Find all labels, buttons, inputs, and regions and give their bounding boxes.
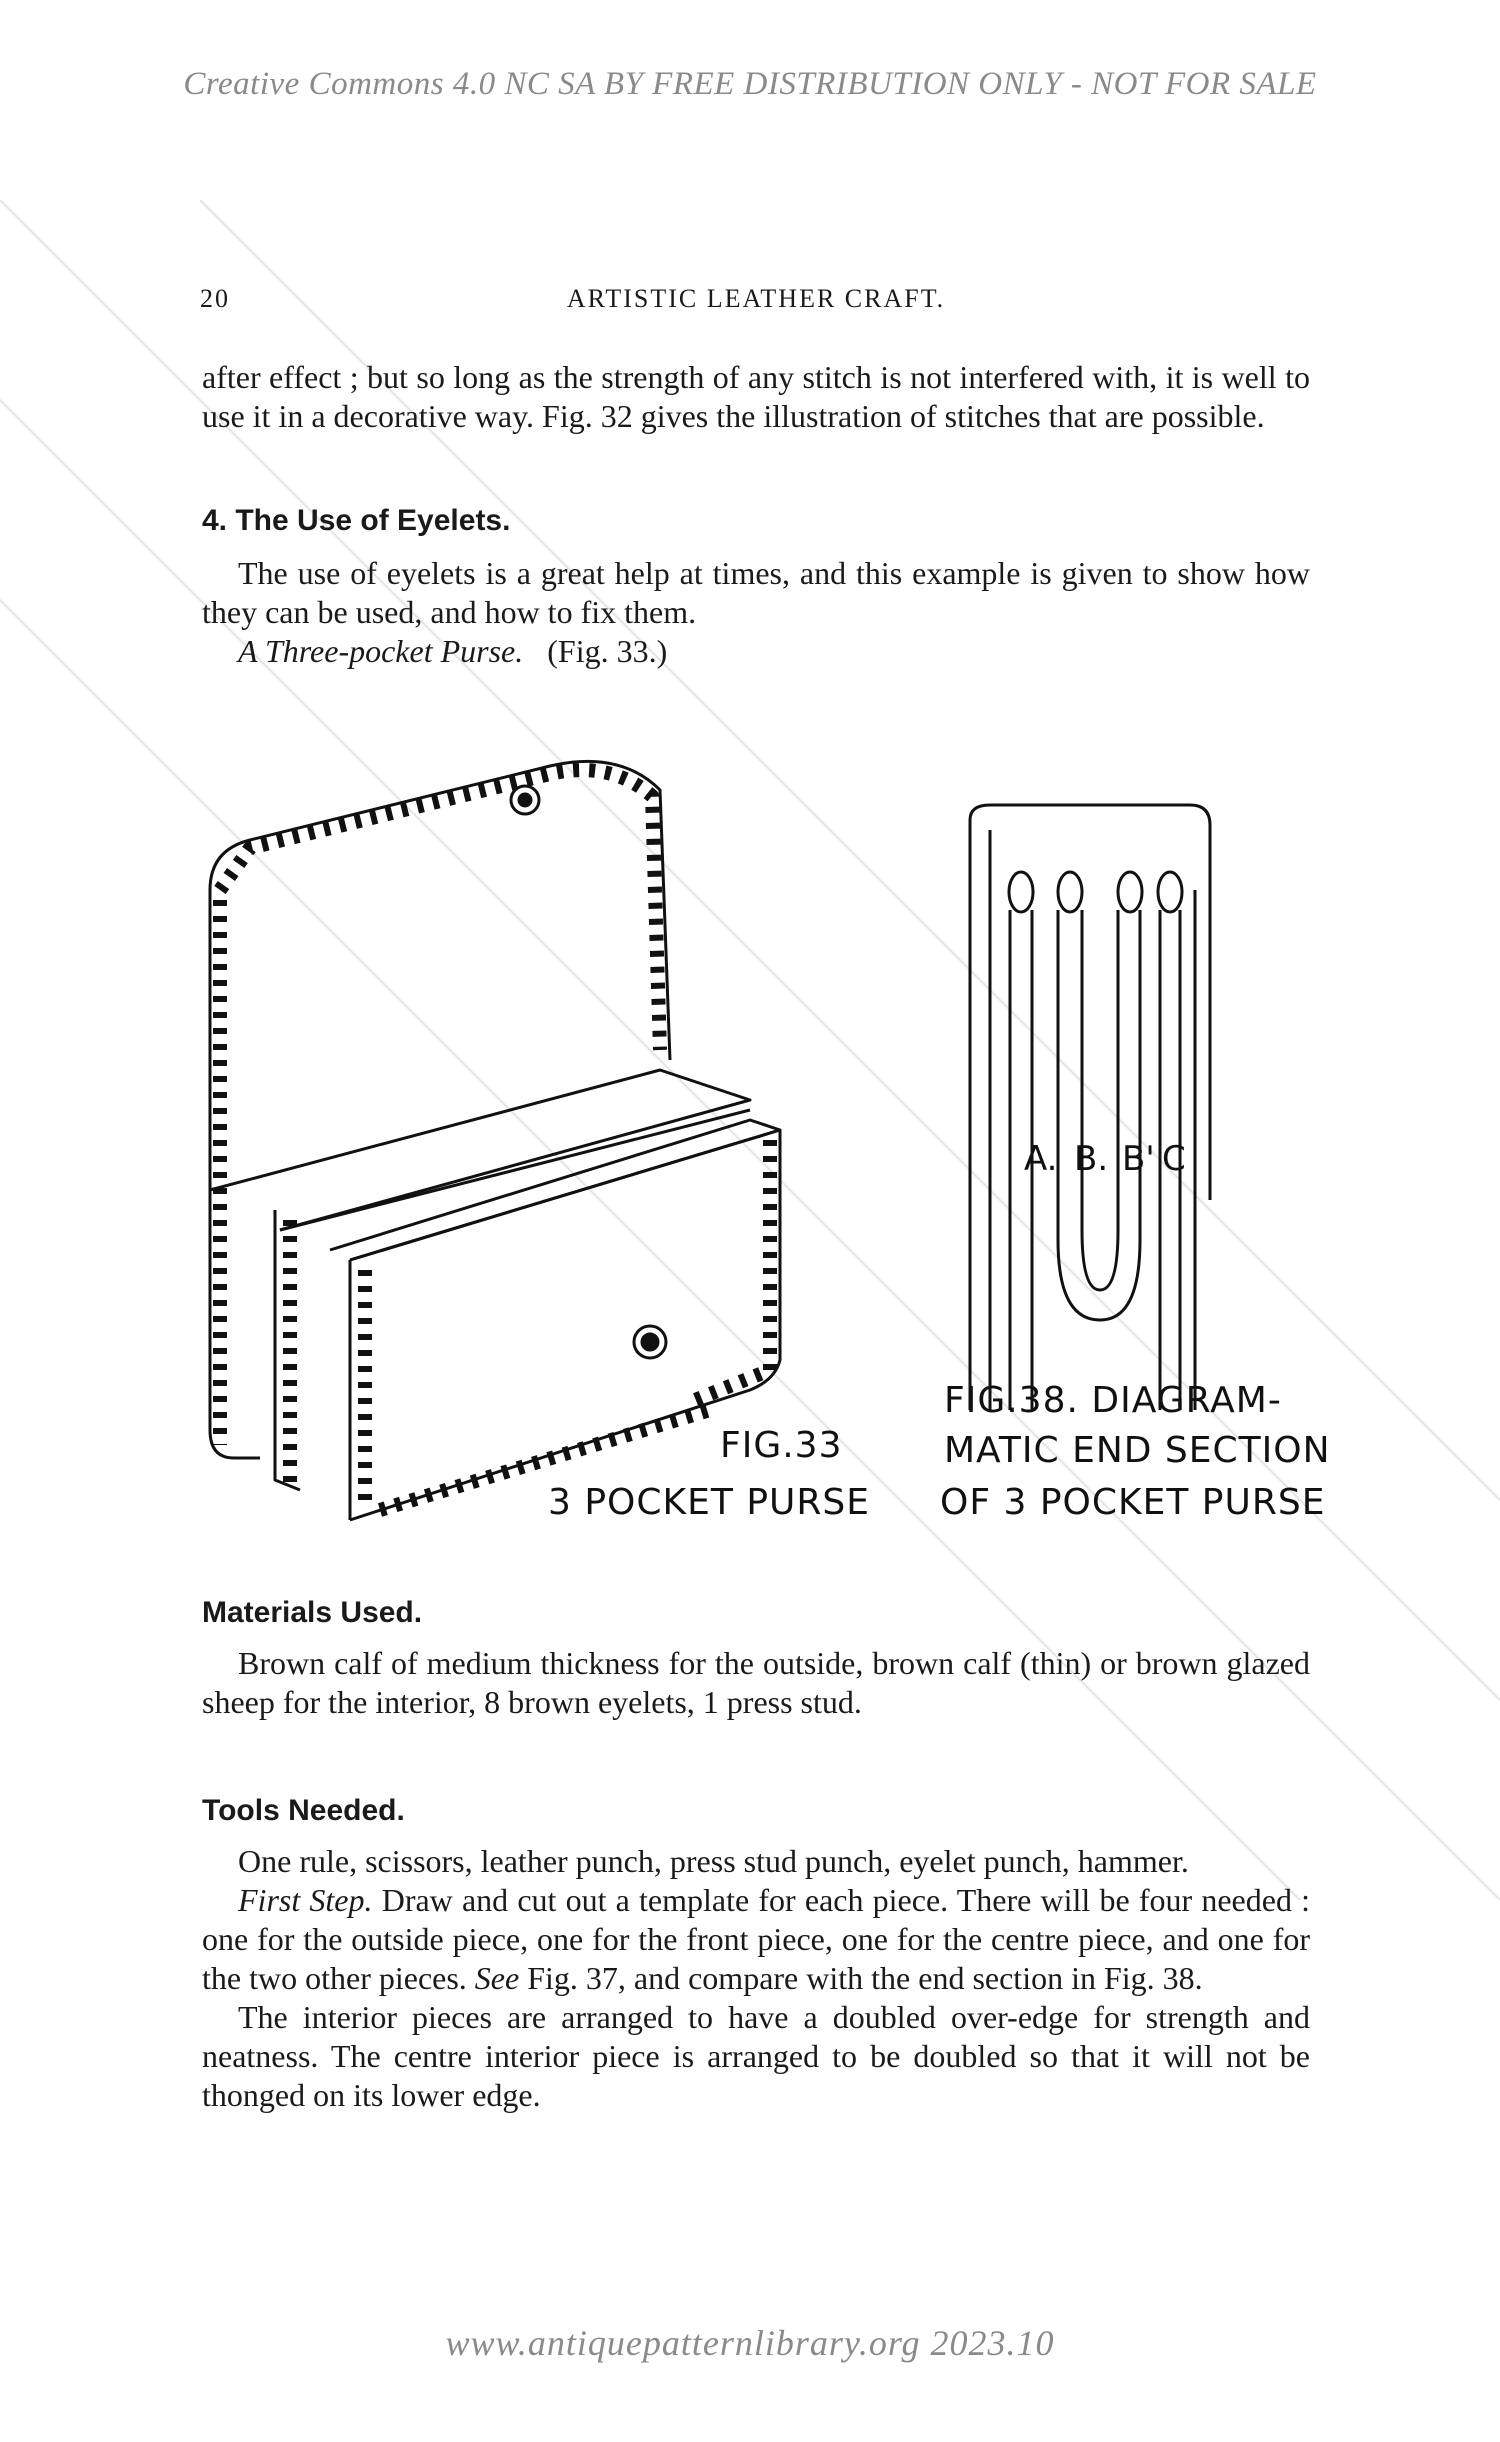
fig38-line3: OF 3 POCKET PURSE — [940, 1482, 1326, 1523]
running-title: ARTISTIC LEATHER CRAFT. — [566, 284, 946, 313]
fig38-line2: MATIC END SECTION — [944, 1430, 1331, 1471]
example-title: A Three-pocket Purse. — [238, 633, 524, 669]
eyelets-paragraph: The use of eyelets is a great help at times, and this example is given to show how they can be used, and how to fix them. — [202, 555, 1310, 630]
materials-heading: Materials Used. — [202, 1596, 423, 1629]
materials-text: Brown calf of medium thickness for the outside, brown calf (thin) or brown glazed sheep for the interior, 8 brown eyelets, 1 press stud. — [202, 1645, 1310, 1720]
page-number: 20 — [200, 284, 230, 313]
see-text: Fig. 37, and compare with the end section in Fig. 38. — [527, 1960, 1203, 1996]
page-header — [200, 284, 1312, 324]
example-ref: (Fig. 33.) — [547, 633, 668, 669]
materials-body — [202, 1644, 1310, 1722]
fig33-label: FIG.33 — [720, 1425, 843, 1466]
letter-a: A. — [1024, 1139, 1058, 1179]
fig38-line1: FIG.38. DIAGRAM- — [944, 1380, 1282, 1421]
first-step-label: First Step. — [238, 1882, 373, 1918]
tools-heading: Tools Needed. — [202, 1794, 405, 1827]
first-step-text: Draw and cut out a template for each piece. There will be four needed : one for the outside piece, one for the front piece, one for the centre piece, and one for the two other pieces. — [202, 1882, 1311, 1996]
intro-paragraph: after effect ; but so long as the strength of any stitch is not interfered with, it is well to use it in a decorative way. Fig. 32 gives the illustration of stitches that are possible. — [202, 359, 1310, 434]
watermark-top: Creative Commons 4.0 NC SA BY FREE DISTRIBUTION ONLY - NOT FOR SALE — [183, 66, 1317, 102]
first-step-paragraph — [202, 1881, 1310, 1998]
letter-b-prime: B' — [1122, 1139, 1155, 1179]
intro-paragraph-block — [202, 358, 1310, 436]
eyelets-body — [202, 554, 1310, 671]
tools-text: One rule, scissors, leather punch, press stud punch, eyelet punch, hammer. — [238, 1843, 1189, 1879]
fig33-caption: 3 POCKET PURSE — [548, 1482, 870, 1523]
watermark-bottom: www.antiquepatternlibrary.org 2023.10 — [445, 2323, 1055, 2363]
see-label: See — [474, 1960, 520, 1996]
tools-body — [202, 1842, 1310, 2115]
example-line — [202, 632, 1310, 671]
eyelets-heading: 4. The Use of Eyelets. — [202, 504, 511, 537]
interior-paragraph: The interior pieces are arranged to have a doubled over-edge for strength and neatness. The centre interior piece is arranged to be doubled so that it will not be thonged on its lower edge. — [202, 1999, 1310, 2113]
letter-c: C — [1162, 1139, 1186, 1179]
letter-b: B. — [1074, 1139, 1109, 1179]
